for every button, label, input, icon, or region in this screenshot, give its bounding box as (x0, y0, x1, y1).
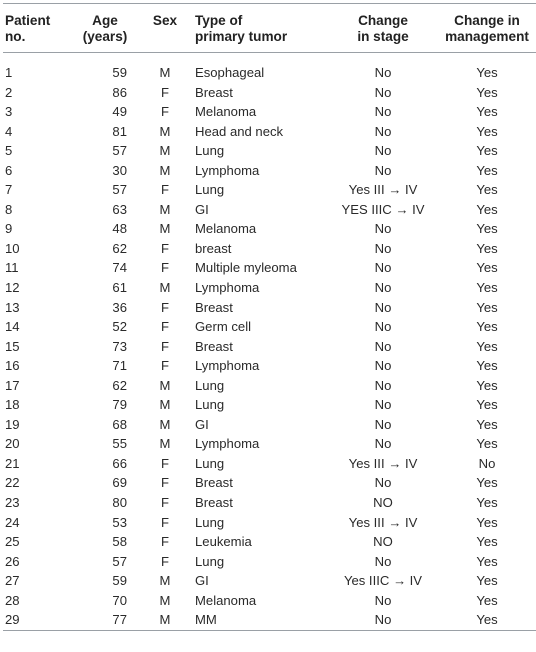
cell-change-stage: No (374, 338, 392, 354)
cell-sex: F (161, 240, 169, 256)
cell-change-stage: Yes III → IV (348, 182, 418, 198)
cell-tumor-type: Lymphoma (195, 280, 260, 296)
cell-patient-no: 26 (5, 553, 20, 569)
cell-age: 68 (112, 416, 127, 432)
cell-change-stage: No (374, 358, 392, 374)
cell-age: 58 (112, 534, 127, 550)
cell-change-management: Yes (476, 475, 498, 491)
cell-change-management: Yes (476, 338, 498, 354)
cell-patient-no: 8 (5, 201, 13, 217)
cell-change-management: Yes (476, 612, 498, 628)
cell-sex: F (161, 475, 169, 491)
table-row (3, 376, 536, 396)
cell-patient-no: 19 (5, 416, 20, 432)
cell-change-stage: Yes IIIC → IV (343, 573, 423, 589)
cell-patient-no: 11 (5, 260, 19, 276)
cell-patient-no: 16 (5, 358, 20, 374)
cell-tumor-type: Breast (195, 84, 233, 100)
table-row (3, 141, 536, 161)
cell-age: 86 (112, 84, 127, 100)
table-row (3, 258, 536, 278)
cell-change-stage: No (374, 436, 392, 452)
cell-change-management: Yes (476, 260, 498, 276)
table-row (3, 219, 536, 239)
cell-sex: F (161, 84, 169, 100)
cell-sex: M (159, 573, 171, 589)
cell-age: 36 (112, 299, 127, 315)
cell-tumor-type: Lymphoma (195, 358, 260, 374)
cell-change-stage: No (374, 377, 392, 393)
cell-tumor-type: GI (195, 416, 209, 432)
cell-age: 57 (112, 553, 127, 569)
cell-tumor-type: Head and neck (195, 123, 284, 139)
table-container (0, 3, 529, 652)
cell-change-stage: No (374, 162, 392, 178)
cell-age: 74 (112, 260, 127, 276)
cell-sex: M (159, 162, 171, 178)
table-row (3, 454, 536, 474)
cell-sex: F (161, 534, 169, 550)
cell-tumor-type: Melanoma (195, 221, 257, 237)
cell-change-management: Yes (476, 436, 498, 452)
header-mgmt-line2: management (445, 29, 529, 44)
cell-change-management: Yes (476, 534, 498, 550)
cell-tumor-type: GI (195, 201, 209, 217)
cell-age: 55 (112, 436, 127, 452)
cell-tumor-type: MM (195, 612, 217, 628)
cell-patient-no: 24 (5, 514, 20, 530)
cell-tumor-type: Lung (195, 377, 225, 393)
table-row (3, 532, 536, 552)
cell-patient-no: 15 (5, 338, 20, 354)
cell-change-stage: No (374, 240, 392, 256)
header-change-management (438, 4, 536, 53)
cell-sex: F (161, 495, 169, 511)
cell-change-stage: Yes III → IV (348, 455, 418, 471)
cell-change-management: Yes (476, 280, 498, 296)
cell-patient-no: 5 (5, 143, 13, 159)
cell-patient-no: 4 (5, 123, 13, 139)
cell-age: 52 (112, 319, 127, 335)
cell-patient-no: 2 (5, 84, 13, 100)
cell-patient-no: 27 (5, 573, 20, 589)
cell-tumor-type: Breast (195, 299, 233, 315)
cell-sex: M (159, 397, 171, 413)
cell-sex: M (159, 201, 171, 217)
cell-age: 69 (112, 475, 127, 491)
cell-tumor-type: Multiple myleoma (195, 260, 297, 276)
cell-change-management: Yes (476, 358, 498, 374)
cell-tumor-type: Lymphoma (195, 436, 260, 452)
cell-sex: F (161, 338, 169, 354)
header-mgmt-line1: Change in (454, 13, 520, 28)
cell-age: 53 (112, 514, 127, 530)
cell-change-management: Yes (476, 299, 498, 315)
cell-tumor-type: Leukemia (195, 534, 252, 550)
cell-change-stage: No (374, 123, 392, 139)
cell-change-stage: NO (373, 534, 393, 550)
cell-change-management: No (478, 455, 496, 471)
header-sex-line1: Sex (152, 13, 178, 28)
cell-patient-no: 10 (5, 240, 20, 256)
cell-change-stage: No (374, 416, 392, 432)
table-body (3, 53, 536, 631)
table-row (3, 239, 536, 259)
cell-change-stage: No (374, 221, 392, 237)
cell-change-stage: No (374, 397, 392, 413)
cell-change-stage: No (374, 143, 392, 159)
table-row (3, 180, 536, 200)
cell-patient-no: 14 (5, 319, 20, 335)
cell-sex: M (159, 416, 171, 432)
cell-sex: M (159, 436, 171, 452)
cell-change-management: Yes (476, 182, 498, 198)
cell-sex: F (161, 358, 169, 374)
cell-change-management: Yes (476, 397, 498, 413)
cell-age: 79 (112, 397, 127, 413)
cell-change-stage: Yes III → IV (348, 514, 418, 530)
cell-change-stage: No (374, 553, 392, 569)
cell-sex: M (159, 65, 171, 80)
cell-change-management: Yes (476, 319, 498, 335)
cell-sex: M (159, 612, 171, 628)
header-age-line2: (years) (82, 29, 128, 44)
cell-sex: M (159, 123, 171, 139)
cell-age: 63 (112, 201, 127, 217)
table-row (3, 356, 536, 376)
cell-change-management: Yes (476, 573, 498, 589)
cell-tumor-type: Breast (195, 495, 233, 511)
cell-sex: F (161, 260, 169, 276)
header-age-line1: Age (92, 13, 118, 28)
cell-tumor-type: breast (195, 240, 232, 256)
cell-patient-no: 17 (5, 377, 20, 393)
table-row (3, 278, 536, 298)
table-row (3, 298, 536, 318)
table-row (3, 122, 536, 142)
cell-age: 77 (112, 612, 127, 628)
patient-table (3, 3, 536, 631)
cell-change-management: Yes (476, 221, 498, 237)
cell-change-management: Yes (476, 495, 498, 511)
cell-change-management: Yes (476, 104, 498, 120)
header-patient-no (3, 4, 75, 53)
cell-tumor-type: Breast (195, 338, 233, 354)
cell-change-stage: No (374, 280, 392, 296)
cell-age: 57 (112, 143, 127, 159)
cell-change-management: Yes (476, 377, 498, 393)
table-row (3, 53, 536, 83)
cell-patient-no: 25 (5, 534, 20, 550)
cell-change-management: Yes (476, 240, 498, 256)
cell-tumor-type: Lung (195, 514, 225, 530)
cell-patient-no: 21 (5, 455, 20, 471)
header-patient-no-line2: no. (5, 29, 26, 44)
cell-tumor-type: Lymphoma (195, 162, 260, 178)
cell-tumor-type: Breast (195, 475, 233, 491)
header-patient-no-line1: Patient (5, 13, 51, 28)
table-row (3, 102, 536, 122)
cell-sex: M (159, 377, 171, 393)
cell-change-management: Yes (476, 84, 498, 100)
cell-patient-no: 3 (5, 104, 13, 120)
cell-age: 59 (112, 573, 127, 589)
cell-sex: M (159, 592, 171, 608)
cell-change-management: Yes (476, 143, 498, 159)
cell-change-management: Yes (476, 201, 498, 217)
cell-change-management: Yes (476, 592, 498, 608)
cell-change-stage: No (374, 612, 392, 628)
cell-patient-no: 29 (5, 612, 20, 628)
cell-change-management: Yes (476, 514, 498, 530)
cell-change-stage: NO (373, 495, 393, 511)
header-stage-line2: in stage (357, 29, 409, 44)
cell-change-stage: No (374, 65, 392, 80)
cell-change-stage: No (374, 475, 392, 491)
header-age (75, 4, 135, 53)
cell-age: 61 (112, 280, 127, 296)
cell-patient-no: 20 (5, 436, 20, 452)
table-row (3, 571, 536, 591)
cell-sex: F (161, 553, 169, 569)
cell-tumor-type: GI (195, 573, 209, 589)
cell-sex: F (161, 299, 169, 315)
table-row (3, 552, 536, 572)
header-tumor-line2: primary tumor (195, 29, 288, 44)
cell-sex: M (159, 221, 171, 237)
cell-change-management: Yes (476, 162, 498, 178)
cell-tumor-type: Lung (195, 553, 225, 569)
cell-tumor-type: Lung (195, 182, 225, 198)
table-row (3, 513, 536, 533)
cell-patient-no: 1 (5, 65, 13, 80)
cell-age: 57 (112, 182, 127, 198)
cell-tumor-type: Lung (195, 455, 225, 471)
cell-patient-no: 13 (5, 299, 20, 315)
header-sex (135, 4, 195, 53)
table-header (3, 4, 536, 53)
table-row (3, 610, 536, 630)
cell-change-stage: No (374, 592, 392, 608)
cell-age: 59 (112, 65, 127, 80)
cell-change-management: Yes (476, 65, 498, 80)
cell-patient-no: 12 (5, 280, 20, 296)
cell-age: 71 (112, 358, 127, 374)
cell-sex: F (161, 104, 169, 120)
header-stage-line1: Change (358, 13, 408, 28)
table-row (3, 415, 536, 435)
table-row (3, 395, 536, 415)
cell-change-stage: No (374, 319, 392, 335)
cell-tumor-type: Melanoma (195, 104, 257, 120)
cell-change-stage: No (374, 299, 392, 315)
cell-tumor-type: Esophageal (195, 65, 265, 80)
cell-change-stage: No (374, 260, 392, 276)
cell-change-stage: YES IIIC → IV (341, 201, 425, 217)
cell-age: 62 (112, 240, 127, 256)
table-row (3, 493, 536, 513)
table-row (3, 200, 536, 220)
cell-tumor-type: Melanoma (195, 592, 257, 608)
cell-tumor-type: Lung (195, 397, 225, 413)
cell-tumor-type: Lung (195, 143, 225, 159)
header-tumor-line1: Type of (195, 13, 243, 28)
cell-age: 81 (112, 123, 127, 139)
cell-patient-no: 9 (5, 221, 13, 237)
header-change-stage (328, 4, 438, 53)
cell-sex: F (161, 319, 169, 335)
cell-change-management: Yes (476, 553, 498, 569)
cell-change-management: Yes (476, 123, 498, 139)
table-row (3, 161, 536, 181)
cell-age: 62 (112, 377, 127, 393)
cell-age: 66 (112, 455, 127, 471)
cell-sex: M (159, 143, 171, 159)
cell-age: 70 (112, 592, 127, 608)
cell-patient-no: 6 (5, 162, 13, 178)
cell-sex: F (161, 514, 169, 530)
cell-sex: M (159, 280, 171, 296)
table-row (3, 473, 536, 493)
cell-patient-no: 7 (5, 182, 13, 198)
cell-patient-no: 22 (5, 475, 20, 491)
table-row (3, 83, 536, 103)
cell-age: 30 (112, 162, 127, 178)
cell-age: 73 (112, 338, 127, 354)
cell-patient-no: 28 (5, 592, 20, 608)
table-row (3, 434, 536, 454)
header-row (3, 4, 536, 53)
table-row (3, 591, 536, 611)
cell-age: 49 (112, 104, 127, 120)
cell-age: 80 (112, 495, 127, 511)
cell-change-management: Yes (476, 416, 498, 432)
cell-tumor-type: Germ cell (195, 319, 252, 335)
cell-age: 48 (112, 221, 127, 237)
cell-sex: F (161, 455, 169, 471)
cell-change-stage: No (374, 84, 392, 100)
cell-patient-no: 23 (5, 495, 20, 511)
table-row (3, 337, 536, 357)
cell-sex: F (161, 182, 169, 198)
header-tumor-type (195, 4, 328, 53)
cell-change-stage: No (374, 104, 392, 120)
table-row (3, 317, 536, 337)
cell-patient-no: 18 (5, 397, 20, 413)
